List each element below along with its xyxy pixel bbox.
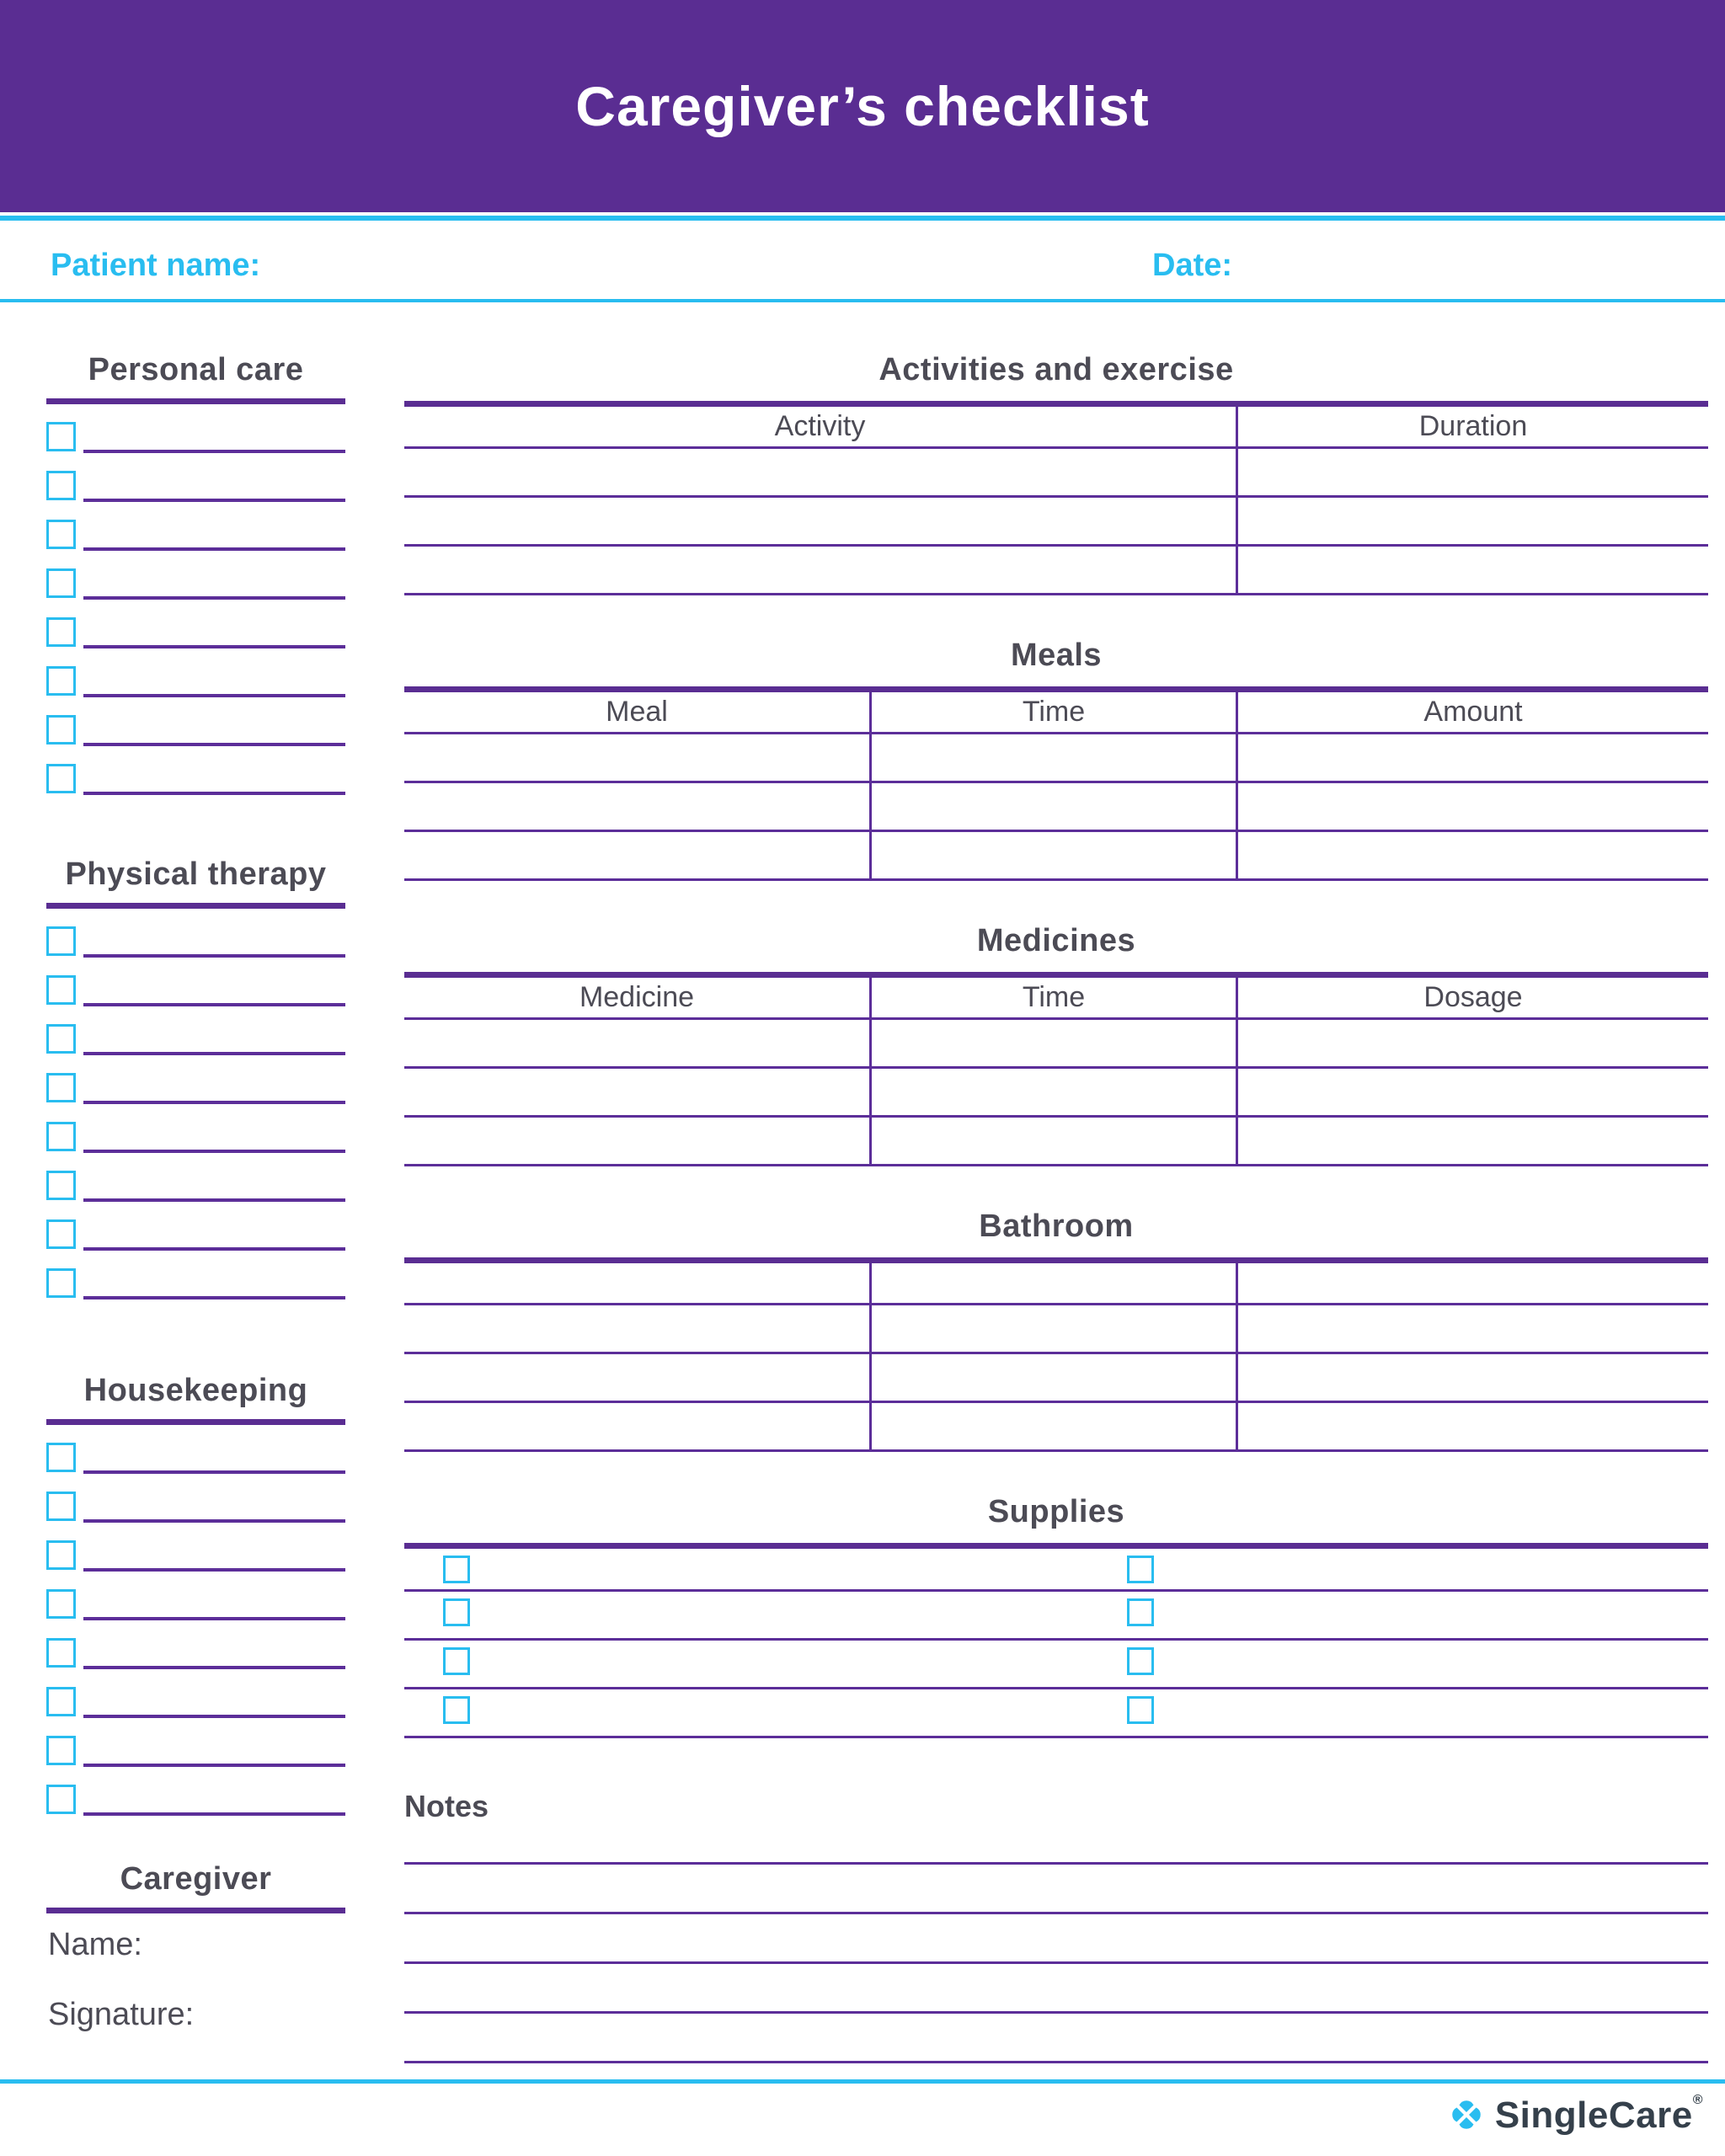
write-in-line[interactable]	[83, 1638, 345, 1669]
table-cell[interactable]	[404, 1020, 872, 1066]
column-header-duration: Duration	[1418, 410, 1528, 442]
table-cell[interactable]	[1238, 734, 1708, 781]
date-label: Date:	[1152, 248, 1233, 283]
checklist-row	[46, 715, 345, 764]
singlecare-logo	[1446, 2093, 1703, 2137]
column-header-amount: Amount	[1423, 696, 1523, 728]
checkbox[interactable]	[46, 764, 76, 793]
write-in-line[interactable]	[83, 1219, 345, 1251]
supplies-cell	[1127, 1592, 1708, 1638]
write-in-line[interactable]	[83, 1171, 345, 1202]
medicines-table	[404, 972, 1708, 1166]
checkbox[interactable]	[46, 422, 76, 451]
checkbox[interactable]	[1127, 1647, 1154, 1675]
table-row	[404, 734, 1708, 783]
table-cell[interactable]	[1238, 1263, 1708, 1303]
checkbox[interactable]	[46, 1219, 76, 1249]
table-cell[interactable]	[872, 783, 1238, 830]
section-bathroom	[404, 1207, 1708, 1452]
singlecare-cross-icon	[1446, 2095, 1487, 2135]
write-in-line[interactable]	[83, 520, 345, 551]
meals-title: Meals	[1010, 638, 1103, 673]
table-cell[interactable]	[1238, 1305, 1708, 1352]
checkbox[interactable]	[46, 1638, 76, 1668]
medicines-table-body	[404, 1020, 1708, 1166]
section-underline	[46, 1419, 345, 1425]
checkbox[interactable]	[46, 1443, 76, 1472]
write-in-line[interactable]	[83, 1736, 345, 1767]
section-personal-care	[46, 350, 345, 813]
table-row	[404, 832, 1708, 881]
notes-title: Notes	[404, 1789, 489, 1823]
supplies-title: Supplies	[987, 1494, 1125, 1529]
write-in-line[interactable]	[83, 1540, 345, 1572]
checklist-row	[46, 1736, 345, 1785]
checkbox[interactable]	[443, 1647, 470, 1675]
table-row	[404, 1403, 1708, 1452]
housekeeping-title: Housekeeping	[83, 1373, 308, 1408]
table-cell[interactable]	[404, 1118, 872, 1164]
checklist-row	[46, 422, 345, 471]
notes-lines	[404, 1824, 1708, 2063]
write-in-line[interactable]	[83, 617, 345, 648]
table-cell[interactable]	[404, 1305, 872, 1352]
table-cell[interactable]	[872, 1403, 1238, 1449]
activities-table-header	[404, 407, 1708, 449]
checkbox[interactable]	[46, 1589, 76, 1619]
write-in-line[interactable]	[83, 764, 345, 795]
checklist-row	[46, 1024, 345, 1073]
write-in-line[interactable]	[83, 926, 345, 958]
brand-name: SingleCare®	[1494, 2092, 1703, 2136]
checklist-row	[46, 617, 345, 666]
checklist-row	[46, 1443, 345, 1492]
write-in-line[interactable]	[83, 1785, 345, 1816]
caregiver-name-label: Name:	[48, 1927, 142, 1962]
checkbox[interactable]	[46, 715, 76, 744]
table-cell[interactable]	[1238, 498, 1708, 544]
table-row	[404, 1354, 1708, 1403]
left-column	[46, 302, 345, 2063]
table-cell[interactable]	[872, 832, 1238, 878]
checkbox[interactable]	[1127, 1696, 1154, 1724]
supplies-cell	[404, 1549, 1127, 1589]
section-activities	[404, 350, 1708, 595]
checklist-row	[46, 666, 345, 715]
write-in-line[interactable]	[404, 1865, 1708, 1914]
table-cell[interactable]	[1238, 1354, 1708, 1401]
write-in-line[interactable]	[83, 1589, 345, 1620]
table-cell[interactable]	[872, 1305, 1238, 1352]
page-title: Caregiver’s checklist	[575, 75, 1150, 137]
checkbox[interactable]	[46, 1492, 76, 1521]
write-in-line[interactable]	[404, 1964, 1708, 2014]
section-medicines	[404, 921, 1708, 1166]
meals-table-body	[404, 734, 1708, 881]
write-in-line[interactable]	[83, 666, 345, 697]
housekeeping-checklist	[46, 1443, 345, 1833]
table-cell[interactable]	[1238, 1020, 1708, 1066]
registered-mark: ®	[1692, 2092, 1703, 2107]
supplies-row	[404, 1641, 1708, 1689]
write-in-line[interactable]	[83, 471, 345, 502]
table-cell[interactable]	[872, 1118, 1238, 1164]
supplies-cell	[404, 1641, 1127, 1687]
column-header-dosage: Dosage	[1423, 981, 1523, 1013]
write-in-line[interactable]	[83, 1492, 345, 1523]
table-cell[interactable]	[404, 1354, 872, 1401]
section-physical-therapy	[46, 855, 345, 1317]
checklist-row	[46, 926, 345, 975]
supplies-row	[404, 1549, 1708, 1592]
caregiver-title: Caregiver	[120, 1861, 272, 1897]
write-in-line[interactable]	[83, 1268, 345, 1299]
section-supplies	[404, 1492, 1708, 1738]
checklist-row	[46, 975, 345, 1024]
table-cell[interactable]	[1238, 783, 1708, 830]
checklist-row	[46, 520, 345, 568]
checklist-row	[46, 568, 345, 617]
checkbox[interactable]	[1127, 1598, 1154, 1626]
patient-name-label: Patient name:	[51, 248, 261, 283]
checkbox[interactable]	[46, 1073, 76, 1102]
checklist-row	[46, 1122, 345, 1171]
checkbox[interactable]	[1127, 1556, 1154, 1583]
checklist-row	[46, 1492, 345, 1540]
physical-therapy-title: Physical therapy	[65, 857, 327, 892]
checklist-row	[46, 1638, 345, 1687]
table-cell[interactable]	[1238, 449, 1708, 495]
footer	[0, 2084, 1725, 2145]
checkbox[interactable]	[46, 1171, 76, 1200]
table-cell[interactable]	[872, 1020, 1238, 1066]
supplies-cell	[1127, 1549, 1708, 1589]
column-header-activity: Activity	[404, 407, 1238, 446]
table-cell[interactable]	[1238, 832, 1708, 878]
checkbox[interactable]	[46, 975, 76, 1005]
write-in-line[interactable]	[404, 1824, 1708, 1865]
table-cell[interactable]	[404, 1403, 872, 1449]
checklist-row	[46, 1540, 345, 1589]
write-in-line[interactable]	[83, 715, 345, 746]
write-in-line[interactable]	[83, 422, 345, 453]
write-in-line[interactable]	[83, 1687, 345, 1718]
personal-care-checklist	[46, 422, 345, 813]
checkbox[interactable]	[443, 1598, 470, 1626]
medicines-title: Medicines	[976, 923, 1136, 958]
column-header-time: Time	[872, 692, 1238, 732]
table-cell[interactable]	[404, 449, 1238, 495]
table-cell[interactable]	[872, 734, 1238, 781]
checkbox[interactable]	[46, 1122, 76, 1151]
checkbox[interactable]	[46, 617, 76, 647]
patient-bar	[0, 221, 1725, 299]
checkbox[interactable]	[46, 471, 76, 500]
write-in-line[interactable]	[83, 1443, 345, 1474]
table-cell[interactable]	[404, 783, 872, 830]
checkbox[interactable]	[46, 568, 76, 598]
table-row	[404, 1118, 1708, 1166]
table-cell[interactable]	[872, 1354, 1238, 1401]
checkbox[interactable]	[46, 1736, 76, 1765]
physical-therapy-checklist	[46, 926, 345, 1317]
caregiver-signature-label: Signature:	[48, 1997, 195, 2032]
table-cell[interactable]	[404, 498, 1238, 544]
write-in-line[interactable]	[404, 2014, 1708, 2063]
section-underline	[46, 398, 345, 404]
checkbox[interactable]	[46, 520, 76, 549]
checklist-row	[46, 764, 345, 813]
checklist-row	[46, 1268, 345, 1317]
content	[0, 302, 1725, 2063]
checkbox[interactable]	[443, 1556, 470, 1583]
supplies-cell	[1127, 1641, 1708, 1687]
medicines-table-header	[404, 978, 1708, 1020]
table-row	[404, 547, 1708, 595]
bathroom-table-body	[404, 1263, 1708, 1452]
write-in-line[interactable]	[83, 568, 345, 600]
checklist-row	[46, 1073, 345, 1122]
table-cell[interactable]	[404, 1069, 872, 1115]
write-in-line[interactable]	[83, 975, 345, 1006]
checkbox[interactable]	[443, 1696, 470, 1724]
table-row	[404, 498, 1708, 547]
section-meals	[404, 636, 1708, 881]
checkbox[interactable]	[46, 1687, 76, 1716]
table-cell[interactable]	[404, 1263, 872, 1303]
table-cell[interactable]	[1238, 1069, 1708, 1115]
checklist-row	[46, 1687, 345, 1736]
table-row	[404, 1263, 1708, 1305]
table-row	[404, 1069, 1708, 1118]
column-header-meal: Meal	[404, 692, 872, 732]
table-row	[404, 783, 1708, 832]
table-row	[404, 1305, 1708, 1354]
table-cell[interactable]	[1238, 1403, 1708, 1449]
meals-table-header	[404, 692, 1708, 734]
activities-title: Activities and exercise	[879, 352, 1234, 387]
checklist-row	[46, 471, 345, 520]
table-cell[interactable]	[1238, 547, 1708, 593]
column-header-time: Time	[872, 978, 1238, 1017]
section-notes	[404, 1789, 1708, 2063]
section-caregiver	[46, 1860, 345, 2033]
supplies-cell	[404, 1689, 1127, 1736]
table-cell[interactable]	[404, 547, 1238, 593]
checkbox[interactable]	[46, 1024, 76, 1054]
checkbox[interactable]	[46, 1268, 76, 1298]
checklist-row	[46, 1219, 345, 1268]
table-cell[interactable]	[872, 1263, 1238, 1303]
bathroom-table	[404, 1257, 1708, 1452]
checklist-row	[46, 1785, 345, 1833]
supplies-list	[404, 1543, 1708, 1738]
section-underline	[46, 903, 345, 909]
section-housekeeping	[46, 1371, 345, 1833]
bathroom-title: Bathroom	[979, 1209, 1134, 1244]
table-cell[interactable]	[872, 1069, 1238, 1115]
table-cell[interactable]	[404, 832, 872, 878]
supplies-row	[404, 1689, 1708, 1738]
supplies-row	[404, 1592, 1708, 1641]
write-in-line[interactable]	[404, 1914, 1708, 1964]
checkbox[interactable]	[46, 926, 76, 956]
personal-care-title: Personal care	[88, 352, 304, 387]
supplies-cell	[1127, 1689, 1708, 1736]
supplies-cell	[404, 1592, 1127, 1638]
page-header	[0, 0, 1725, 212]
table-cell[interactable]	[1238, 1118, 1708, 1164]
table-cell[interactable]	[404, 734, 872, 781]
meals-table	[404, 686, 1708, 881]
write-in-line[interactable]	[83, 1073, 345, 1104]
checkbox[interactable]	[46, 1785, 76, 1814]
activities-table-body	[404, 449, 1708, 595]
table-row	[404, 449, 1708, 498]
table-row	[404, 1020, 1708, 1069]
write-in-line[interactable]	[83, 1122, 345, 1153]
column-header-medicine: Medicine	[404, 978, 872, 1017]
write-in-line[interactable]	[83, 1024, 345, 1055]
section-underline	[46, 1908, 345, 1913]
right-column	[404, 302, 1708, 2063]
checkbox[interactable]	[46, 666, 76, 696]
checklist-row	[46, 1589, 345, 1638]
activities-table	[404, 401, 1708, 595]
checklist-row	[46, 1171, 345, 1219]
checkbox[interactable]	[46, 1540, 76, 1570]
